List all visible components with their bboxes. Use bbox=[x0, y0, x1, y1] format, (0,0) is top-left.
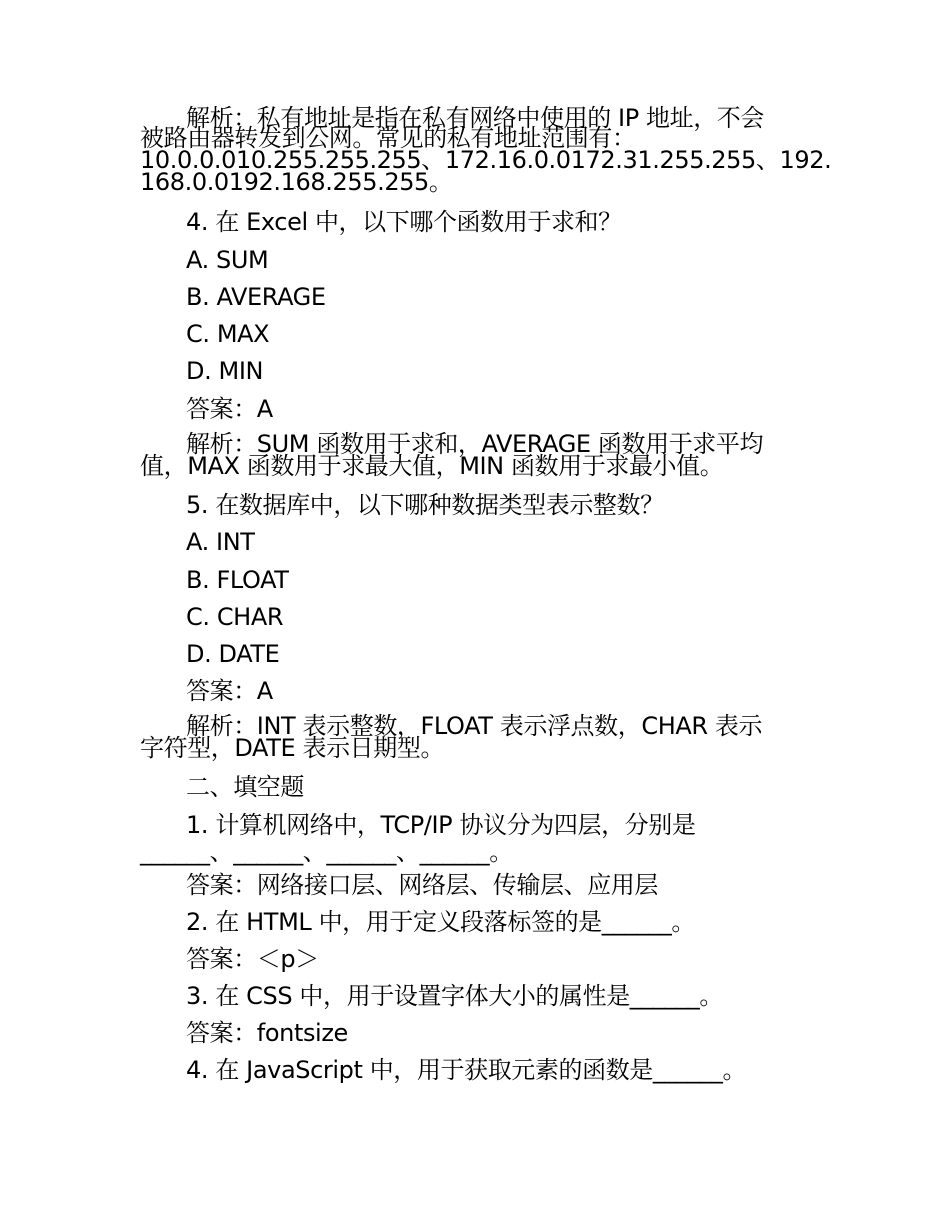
section-heading-fill-in: 二、填空题 bbox=[186, 773, 304, 801]
analysis-3-line-3: 10.0.0.010.255.255.255、172.16.0.0172.31.255.255、192. bbox=[140, 146, 832, 174]
fill-question-1-answer: 答案：网络接口层、网络层、传输层、应用层 bbox=[186, 871, 658, 899]
fill-question-4: 4. 在 JavaScript 中，用于获取元素的函数是______。 bbox=[186, 1056, 747, 1084]
question-4-option-d: D. MIN bbox=[186, 357, 264, 385]
fill-question-2-answer: 答案：＜p＞ bbox=[186, 945, 319, 973]
question-4: 4. 在 Excel 中，以下哪个函数用于求和？ bbox=[186, 208, 622, 236]
question-5-analysis-line-2: 字符型，DATE 表示日期型。 bbox=[140, 734, 445, 762]
fill-question-3: 3. 在 CSS 中，用于设置字体大小的属性是______。 bbox=[186, 982, 724, 1010]
fill-question-1-line-1: 1. 计算机网络中，TCP/IP 协议分为四层，分别是 bbox=[186, 811, 696, 839]
question-4-option-c: C. MAX bbox=[186, 320, 270, 348]
question-5-option-c: C. CHAR bbox=[186, 603, 284, 631]
question-5-analysis-line-1: 解析：INT 表示整数，FLOAT 表示浮点数，CHAR 表示 bbox=[186, 712, 763, 740]
fill-question-1-line-2: ______、______、______、______。 bbox=[140, 838, 513, 866]
question-4-option-b: B. AVERAGE bbox=[186, 283, 326, 311]
analysis-3-line-4: 168.0.0192.168.255.255。 bbox=[140, 168, 453, 196]
question-5-option-a: A. INT bbox=[186, 528, 255, 556]
question-4-option-a: A. SUM bbox=[186, 246, 269, 274]
analysis-3-line-2: 被路由器转发到公网。常见的私有地址范围有： bbox=[140, 124, 636, 152]
question-4-answer: 答案：A bbox=[186, 395, 273, 423]
question-5-option-d: D. DATE bbox=[186, 640, 280, 668]
question-5: 5. 在数据库中，以下哪种数据类型表示整数？ bbox=[186, 491, 664, 519]
question-4-analysis-line-2: 值，MAX 函数用于求最大值，MIN 函数用于求最小值。 bbox=[140, 452, 724, 480]
question-5-option-b: B. FLOAT bbox=[186, 566, 289, 594]
analysis-3-line-1: 解析：私有地址是指在私有网络中使用的 IP 地址，不会 bbox=[186, 104, 765, 132]
question-4-analysis-line-1: 解析：SUM 函数用于求和，AVERAGE 函数用于求平均 bbox=[186, 430, 764, 458]
fill-question-3-answer: 答案：fontsize bbox=[186, 1019, 348, 1047]
fill-question-2: 2. 在 HTML 中，用于定义段落标签的是______。 bbox=[186, 908, 695, 936]
question-5-answer: 答案：A bbox=[186, 677, 273, 705]
